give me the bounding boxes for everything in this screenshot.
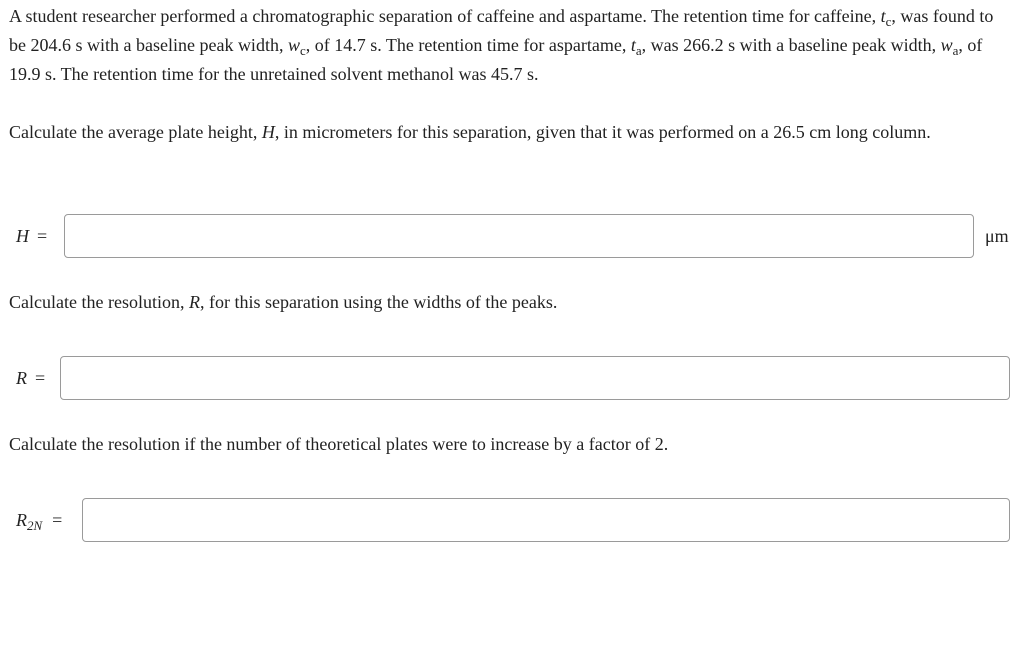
var-wa: w — [940, 35, 953, 55]
q1-text-1: Calculate the average plate height, — [9, 122, 262, 142]
answer-row-plate-height — [0, 214, 1024, 262]
label-var: H — [16, 226, 29, 246]
q2-text-2: , for this separation using the widths of the peaks. — [199, 292, 558, 312]
q2-var: R — [188, 292, 200, 312]
unit-label: μm — [985, 226, 1009, 246]
answer-label-r — [16, 368, 45, 389]
sub-a: a — [635, 43, 642, 58]
intro-text-3: , of 14.7 s. The retention time for aspartame, — [305, 35, 631, 55]
sub-c: c — [885, 14, 892, 29]
question-resolution-2n — [9, 430, 1009, 459]
intro-text-5: , of 19.9 s. The retention time for the unretained solvent methanol was 45.7 s. — [9, 35, 983, 84]
question-resolution — [9, 288, 1009, 317]
var-wc: w — [287, 35, 300, 55]
var-tc: t — [880, 6, 886, 26]
q1-var: H — [261, 122, 275, 142]
resolution-input[interactable] — [60, 356, 1010, 400]
q3-text: Calculate the resolution if the number of theoretical plates were to increase by a factor of 2. — [9, 434, 669, 454]
equals-sign: = — [37, 226, 48, 246]
q2-text-1: Calculate the resolution, — [9, 292, 189, 312]
var-ta: t — [630, 35, 636, 55]
equals-sign: = — [52, 510, 63, 530]
plate-height-input[interactable] — [64, 214, 974, 258]
label-sub-2n: 2N — [27, 518, 43, 533]
answer-label-r2n — [16, 510, 62, 531]
resolution-2n-input[interactable] — [82, 498, 1010, 542]
answer-row-resolution — [0, 356, 1024, 404]
problem-statement — [9, 2, 1009, 89]
sub-c: c — [299, 43, 306, 58]
sub-a: a — [952, 43, 959, 58]
answer-label-h — [16, 226, 47, 247]
label-var: R — [16, 510, 27, 530]
intro-text-2: , was found to be 204.6 s with a baseline peak width, — [9, 6, 994, 55]
question-plate-height — [9, 118, 939, 147]
answer-row-resolution-2n — [0, 498, 1024, 546]
intro-text-1: A student researcher performed a chromatographic separation of caffeine and aspartame. The retention time for caffeine, — [9, 6, 881, 26]
q1-text-2: , in micrometers for this separation, given that it was performed on a 26.5 cm long column. — [274, 122, 931, 142]
intro-text-4: , was 266.2 s with a baseline peak width, — [641, 35, 941, 55]
equals-sign: = — [35, 368, 46, 388]
label-var: R — [16, 368, 27, 388]
